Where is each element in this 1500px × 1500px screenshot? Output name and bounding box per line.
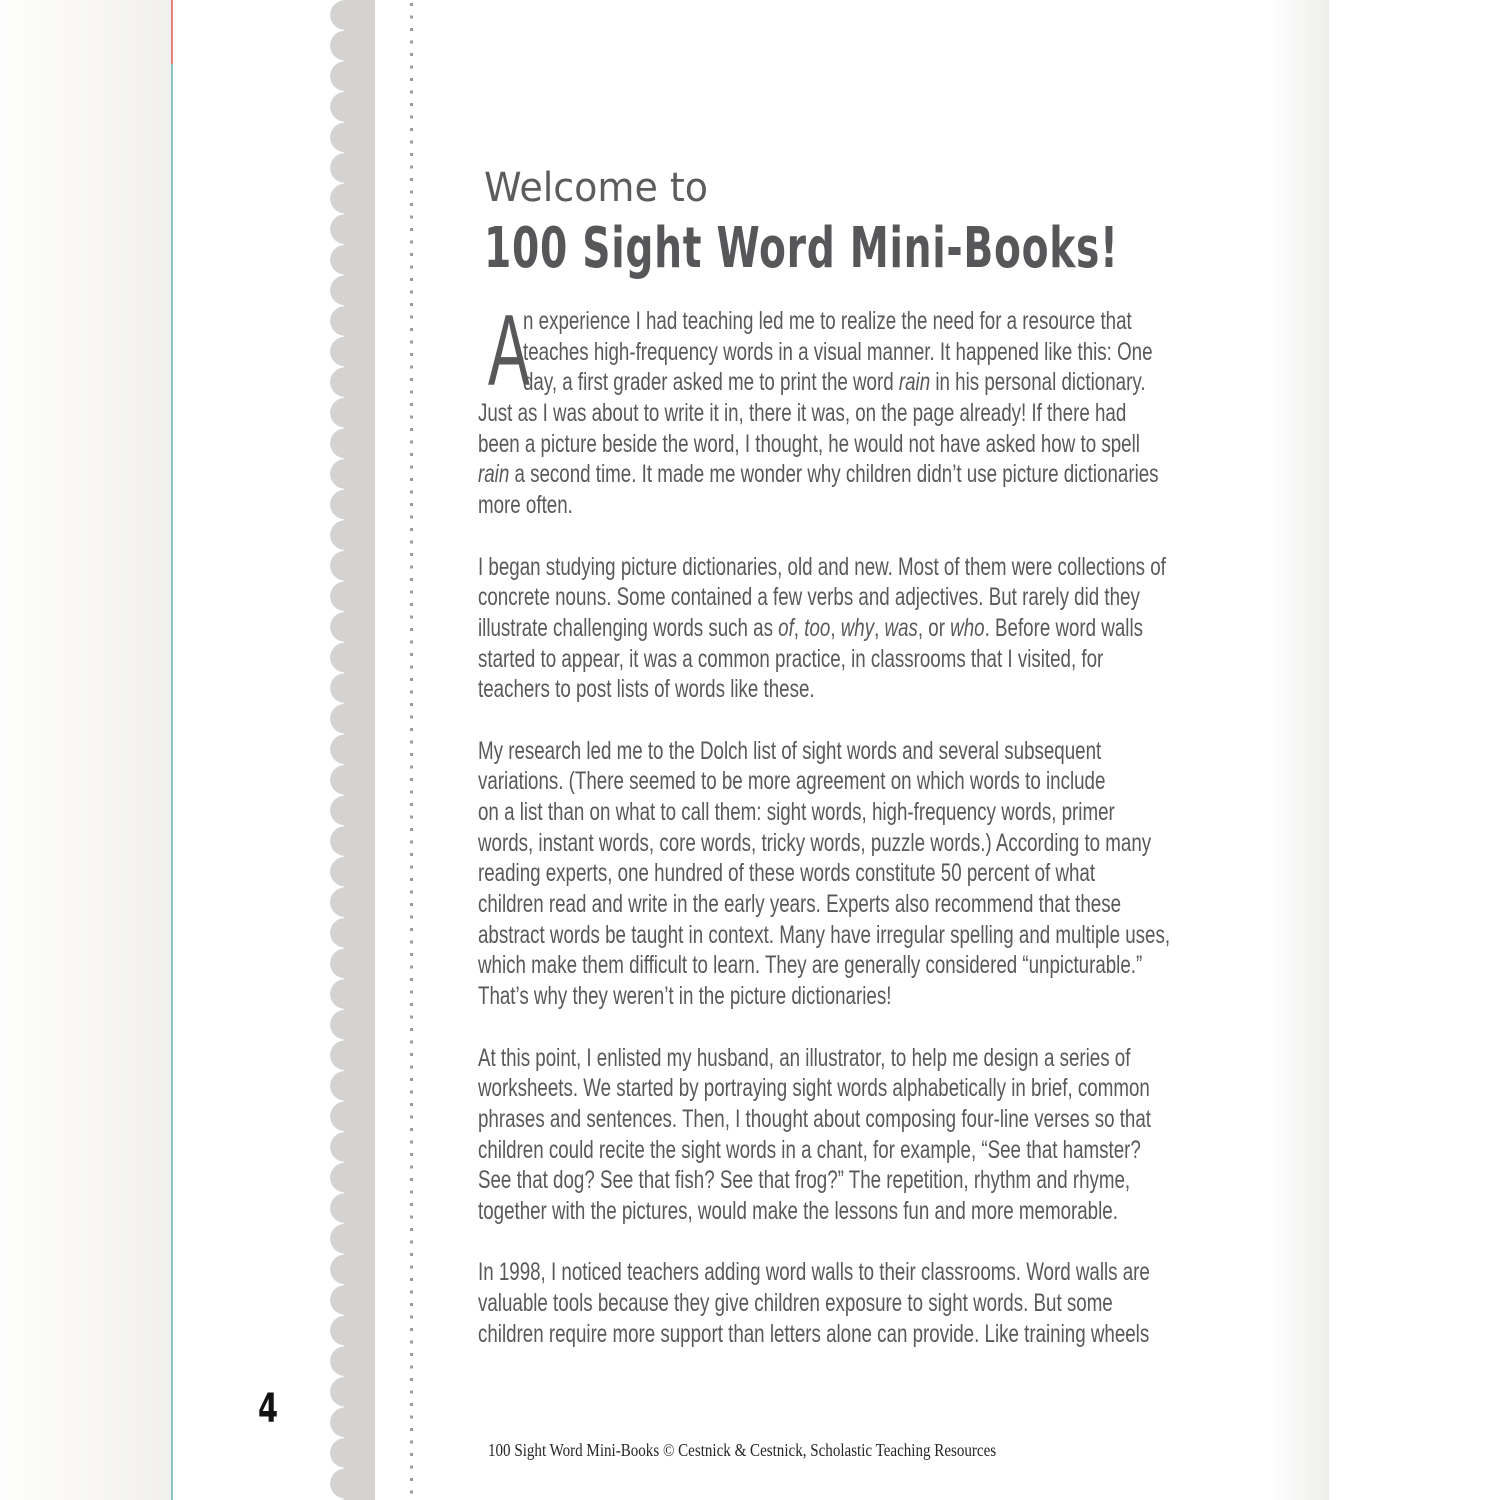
text-line: abstract words be taught in context. Many have irregular spelling and multiple uses, xyxy=(478,920,1171,949)
paragraph xyxy=(478,295,1278,521)
page-number-text: 4 xyxy=(258,1386,279,1432)
italic-word: rain xyxy=(898,368,931,397)
text-line: concrete nouns. Some contained a few verbs and adjectives. But rarely did they xyxy=(478,583,1140,612)
page-title-line2-text: 100 Sight Word Mini-Books! xyxy=(484,216,1119,281)
copyright-footer xyxy=(488,1440,1079,1461)
text-line: children read and write in the early years. Experts also recommend that these xyxy=(478,890,1122,919)
text-line: My research led me to the Dolch list of sight words and several subsequent xyxy=(478,736,1102,765)
text-line: on a list than on what to call them: sight words, high-frequency words, primer xyxy=(478,798,1115,826)
text-line: illustrate challenging words such as of, too, why, was, or who. Before word walls xyxy=(478,613,1143,642)
text-line: words, instant words, core words, tricky words, puzzle words.) According to many xyxy=(478,828,1152,857)
text-line: day, a first grader asked me to print the word rain in his personal dictionary. xyxy=(523,368,1146,397)
text-line: been a picture beside the word, I thought, he would not have asked how to spell xyxy=(478,429,1140,458)
text-line: teachers to post lists of words like these. xyxy=(478,675,815,704)
text-line: Just as I was about to write it in, there it was, on the page already! If there had xyxy=(478,399,1127,428)
page-title-line2 xyxy=(484,218,1391,280)
text-line: At this point, I enlisted my husband, an illustrator, to help me design a series of xyxy=(478,1043,1131,1072)
text-line: rain a second time. It made me wonder why children didn’t use picture dictionaries xyxy=(478,460,1159,489)
paragraph xyxy=(478,736,1278,1012)
text-line: See that dog? See that fish? See that frog?” The repetition, rhythm and rhyme, xyxy=(478,1166,1131,1195)
drop-cap: A xyxy=(488,295,530,407)
italic-word: was xyxy=(884,613,918,642)
text-line: That’s why they weren’t in the picture dictionaries! xyxy=(478,982,892,1011)
text-line: I began studying picture dictionaries, old and new. Most of them were collections of xyxy=(478,552,1166,581)
paragraph xyxy=(478,1043,1278,1227)
text-line: more often. xyxy=(478,491,573,520)
text-line: children require more support than letters alone can provide. Like training wheels xyxy=(478,1319,1150,1348)
perforation-dotted-line xyxy=(410,3,413,1497)
scallop-bar xyxy=(344,0,375,1500)
text-line: phrases and sentences. Then, I thought about composing four-line verses so that xyxy=(478,1104,1151,1133)
text-line: which make them difficult to learn. They are generally considered “unpicturable.” xyxy=(478,951,1143,980)
body-paragraphs xyxy=(478,295,1278,1380)
text-line: n experience I had teaching led me to realize the need for a resource that xyxy=(523,307,1132,335)
text-line: In 1998, I noticed teachers adding word walls to their classrooms. Word walls are xyxy=(478,1258,1150,1287)
paragraph xyxy=(478,552,1278,705)
text-line: together with the pictures, would make the lessons fun and more memorable. xyxy=(478,1196,1118,1225)
page-number xyxy=(258,1386,286,1432)
page-title-line1 xyxy=(484,166,720,210)
page-edge-teal-line xyxy=(171,0,173,1500)
text-line: worksheets. We started by portraying sight words alphabetically in brief, common xyxy=(478,1074,1150,1103)
italic-word: too xyxy=(804,613,831,642)
text-line: variations. (There seemed to be more agreement on which words to include xyxy=(478,767,1106,796)
text-line: reading experts, one hundred of these words constitute 50 percent of what xyxy=(478,859,1096,888)
italic-word: why xyxy=(840,613,875,642)
scalloped-edge-decoration xyxy=(330,0,375,1500)
copyright-footer-text: 100 Sight Word Mini-Books © Cestnick & Cestnick, Scholastic Teaching Resources xyxy=(488,1440,997,1460)
text-line: valuable tools because they give children exposure to sight words. But some xyxy=(478,1289,1113,1317)
page-edge-red-line xyxy=(171,0,173,64)
text-line: teaches high-frequency words in a visual manner. It happened like this: One xyxy=(523,337,1153,366)
page-left-margin xyxy=(0,0,171,1500)
italic-word: who xyxy=(950,613,985,642)
italic-word: rain xyxy=(478,460,510,489)
text-line: started to appear, it was a common practice, in classrooms that I visited, for xyxy=(478,644,1104,673)
page-title-line1-text: Welcome to xyxy=(484,165,709,211)
paragraph xyxy=(478,1257,1278,1349)
text-line: children could recite the sight words in a chant, for example, “See that hamster? xyxy=(478,1135,1141,1164)
italic-word: of xyxy=(778,613,794,642)
